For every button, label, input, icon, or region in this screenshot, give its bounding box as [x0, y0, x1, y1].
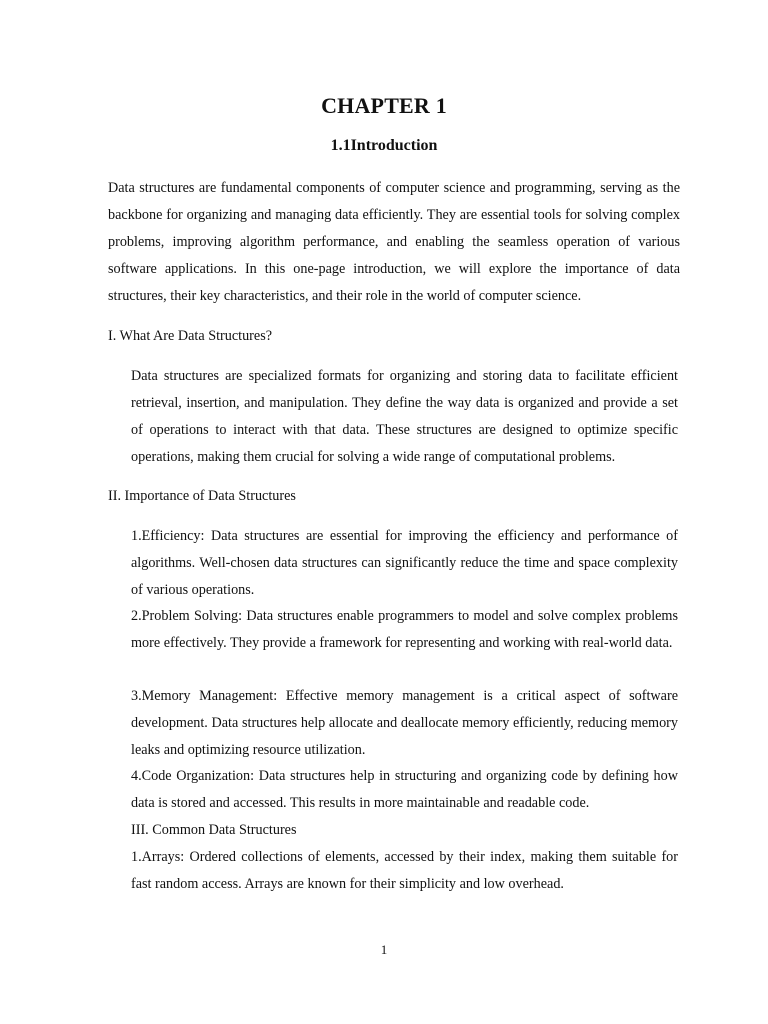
page-number: 1 [380, 942, 388, 957]
heading-importance: II. Importance of Data Structures [108, 488, 296, 504]
list-item-efficiency: 1.Efficiency: Data structures are essential for improving the efficiency and performance of algorithms. Well-chosen data structures can significantly reduce the time and space complexity of various operations. [131, 528, 678, 598]
heading-common-data-structures: III. Common Data Structures [131, 822, 297, 838]
heading-what-are-data-structures: I. What Are Data Structures? [108, 328, 273, 344]
paragraph-what-are-data-structures: Data structures are specialized formats for organizing and storing data to facilitate efficient retrieval, insertion, and manipulation. They define the way data is organized and provide a set of operations to interact with that data. These structures are designed to optimize specific operations, making them crucial for solving a wide range of computational problems. [131, 368, 678, 465]
chapter-title: CHAPTER 1 [321, 93, 447, 118]
list-item-code-organization: 4.Code Organization: Data structures help in structuring and organizing code by defining how data is stored and accessed. This results in more maintainable and readable code. [131, 768, 678, 811]
section-title: 1.1Introduction [330, 137, 438, 154]
list-item-memory-management: 3.Memory Management: Effective memory management is a critical aspect of software development. Data structures help allocate and deallocate memory efficiently, reducing memory leaks and optimizing resource utilization. [131, 688, 678, 758]
list-item-problem-solving: 2.Problem Solving: Data structures enable programmers to model and solve complex problems more effectively. They provide a framework for representing and working with real-world data. [131, 608, 678, 651]
list-item-arrays: 1.Arrays: Ordered collections of elements, accessed by their index, making them suitable for fast random access. Arrays are known for their simplicity and low overhead. [131, 849, 678, 892]
intro-paragraph: Data structures are fundamental components of computer science and programming, serving as the backbone for organizing and managing data efficiently. They are essential tools for solving complex problems, improving algorithm performance, and enabling the seamless operation of various software applications. In this one-page introduction, we will explore the importance of data structures, their key characteristics, and their role in the world of computer science. [108, 180, 680, 304]
